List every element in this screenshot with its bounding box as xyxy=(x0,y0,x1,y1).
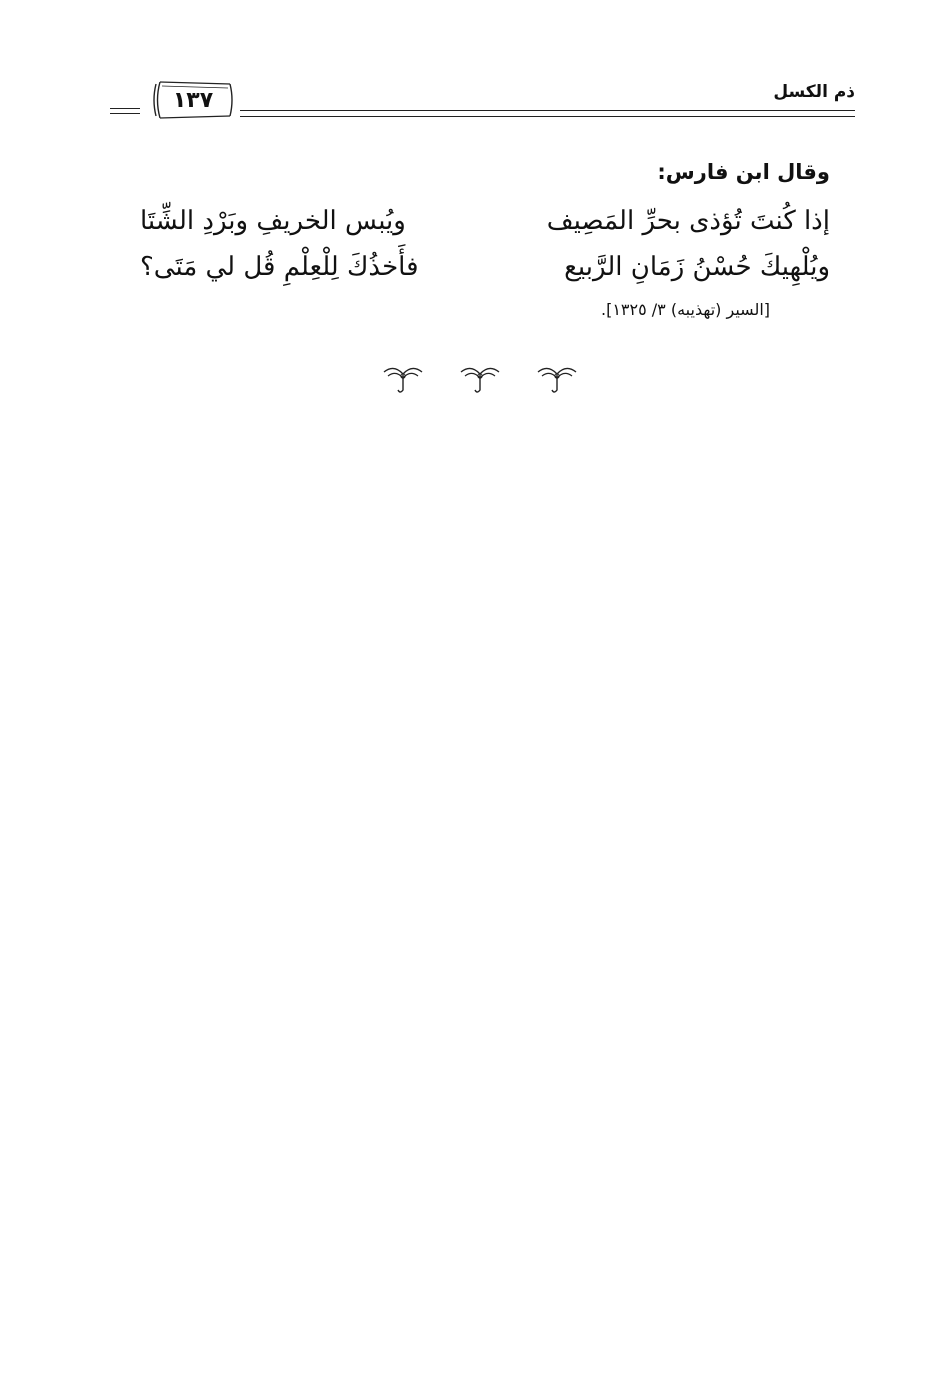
fleuron-icon xyxy=(457,362,503,396)
verse-line xyxy=(140,252,830,292)
running-title: ذم الكسل xyxy=(773,82,855,102)
verse-second-hemistich: فأَخذُكَ لِلْعِلْمِ قُل لي مَتَى؟ xyxy=(140,252,419,282)
page-number-frame xyxy=(150,80,236,120)
verse-line xyxy=(140,206,830,246)
verse-first-hemistich: إذا كُنتَ تُؤذى بحرِّ المَصِيف xyxy=(546,206,830,236)
section-ornaments xyxy=(380,362,580,396)
header-rule xyxy=(240,110,855,111)
verse-first-hemistich: ويُلْهِيكَ حُسْنُ زَمَانِ الرَّبيع xyxy=(564,252,830,282)
fleuron-icon xyxy=(534,362,580,396)
fleuron-icon xyxy=(380,362,426,396)
header-rule xyxy=(110,108,140,109)
page-header xyxy=(110,78,855,126)
intro-text: وقال ابن فارس: xyxy=(657,160,830,184)
header-rule xyxy=(110,113,140,114)
header-rule xyxy=(240,116,855,117)
verse-second-hemistich: ويُبس الخريفِ وبَرْدِ الشِّتَا xyxy=(140,206,406,236)
page-number: ١٣٧ xyxy=(172,87,214,113)
citation: [السير (تهذيبه) ٣/ ١٣٢٥]. xyxy=(600,300,770,319)
